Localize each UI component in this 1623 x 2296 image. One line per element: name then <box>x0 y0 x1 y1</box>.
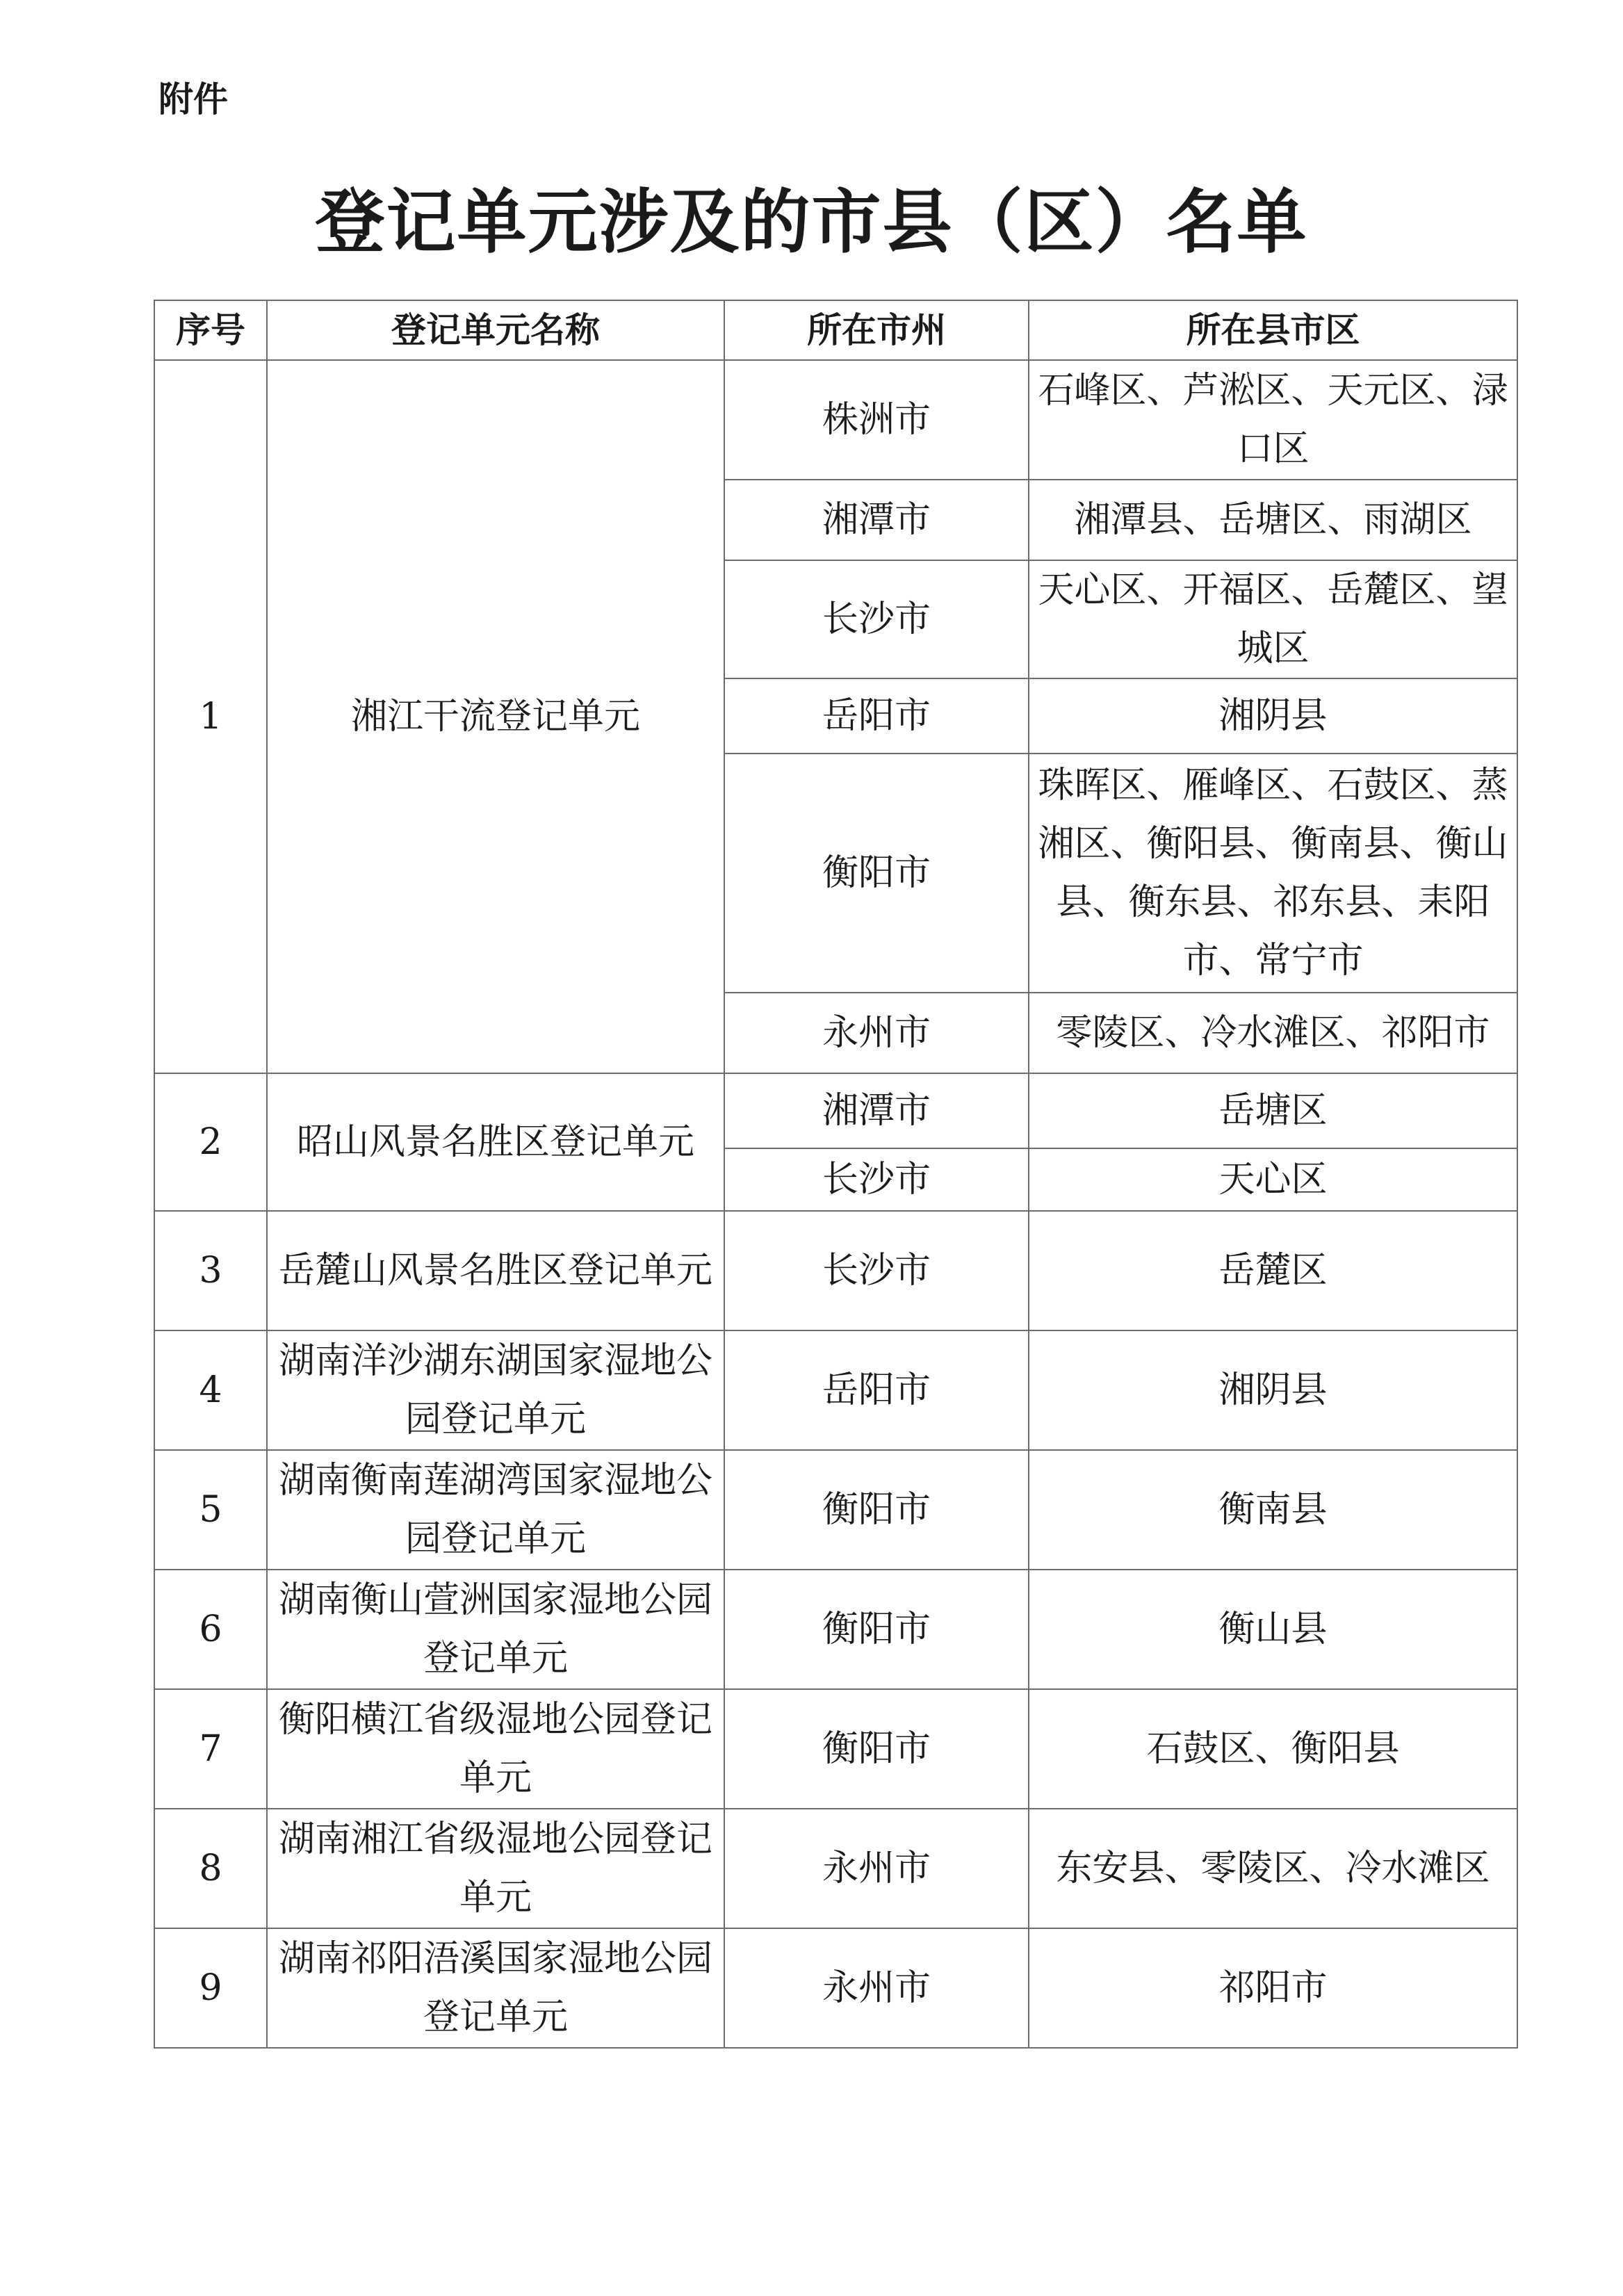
cell-no: 4 <box>154 1330 267 1450</box>
cell-districts: 岳麓区 <box>1029 1211 1517 1330</box>
table-row <box>154 1211 1517 1330</box>
cell-districts: 衡山县 <box>1029 1570 1517 1689</box>
cell-districts: 东安县、零陵区、冷水滩区 <box>1029 1809 1517 1928</box>
table-row <box>154 360 1517 480</box>
cell-districts: 岳塘区 <box>1029 1073 1517 1148</box>
cell-city: 永州市 <box>724 1809 1029 1928</box>
cell-city: 湘潭市 <box>724 1073 1029 1148</box>
table-row <box>154 1570 1517 1689</box>
cell-city: 湘潭市 <box>724 480 1029 560</box>
cell-districts: 湘潭县、岳塘区、雨湖区 <box>1029 480 1517 560</box>
cell-districts: 天心区 <box>1029 1148 1517 1211</box>
cell-districts: 天心区、开福区、岳麓区、望城区 <box>1029 560 1517 678</box>
cell-unit-name: 湖南湘江省级湿地公园登记单元 <box>267 1809 724 1928</box>
table-row <box>154 1928 1517 2048</box>
cell-city: 永州市 <box>724 1928 1029 2048</box>
table-row <box>154 1330 1517 1450</box>
registration-units-table <box>154 300 1518 2049</box>
cell-unit-name: 昭山风景名胜区登记单元 <box>267 1073 724 1211</box>
col-header-city: 所在市州 <box>724 300 1029 360</box>
cell-unit-name: 衡阳横江省级湿地公园登记单元 <box>267 1689 724 1809</box>
cell-unit-name: 湖南洋沙湖东湖国家湿地公园登记单元 <box>267 1330 724 1450</box>
cell-districts: 祁阳市 <box>1029 1928 1517 2048</box>
cell-unit-name: 湖南祁阳浯溪国家湿地公园登记单元 <box>267 1928 724 2048</box>
cell-city: 衡阳市 <box>724 1570 1029 1689</box>
cell-unit-name: 岳麓山风景名胜区登记单元 <box>267 1211 724 1330</box>
cell-districts: 珠晖区、雁峰区、石鼓区、蒸湘区、衡阳县、衡南县、衡山县、衡东县、祁东县、耒阳市、常宁市 <box>1029 754 1517 993</box>
cell-city: 长沙市 <box>724 1148 1029 1211</box>
cell-city: 岳阳市 <box>724 1330 1029 1450</box>
col-header-districts: 所在县市区 <box>1029 300 1517 360</box>
cell-city: 长沙市 <box>724 1211 1029 1330</box>
cell-districts: 衡南县 <box>1029 1450 1517 1570</box>
cell-unit-name: 湖南衡山萱洲国家湿地公园登记单元 <box>267 1570 724 1689</box>
table-row <box>154 1809 1517 1928</box>
col-header-no: 序号 <box>154 300 267 360</box>
cell-districts: 零陵区、冷水滩区、祁阳市 <box>1029 993 1517 1073</box>
cell-city: 长沙市 <box>724 560 1029 678</box>
cell-no: 3 <box>154 1211 267 1330</box>
cell-no: 2 <box>154 1073 267 1211</box>
table-row <box>154 1450 1517 1570</box>
cell-no: 9 <box>154 1928 267 2048</box>
cell-city: 株洲市 <box>724 360 1029 480</box>
cell-districts: 湘阴县 <box>1029 678 1517 754</box>
cell-no: 8 <box>154 1809 267 1928</box>
cell-districts: 石鼓区、衡阳县 <box>1029 1689 1517 1809</box>
col-header-unit-name: 登记单元名称 <box>267 300 724 360</box>
cell-no: 6 <box>154 1570 267 1689</box>
cell-no: 5 <box>154 1450 267 1570</box>
table-row <box>154 1689 1517 1809</box>
cell-city: 衡阳市 <box>724 1689 1029 1809</box>
cell-city: 衡阳市 <box>724 754 1029 993</box>
attachment-label: 附件 <box>158 79 228 120</box>
document-title: 登记单元涉及的市县（区）名单 <box>315 181 1308 263</box>
cell-city: 衡阳市 <box>724 1450 1029 1570</box>
cell-no: 7 <box>154 1689 267 1809</box>
cell-districts: 石峰区、芦淞区、天元区、渌口区 <box>1029 360 1517 480</box>
cell-districts: 湘阴县 <box>1029 1330 1517 1450</box>
cell-unit-name: 湖南衡南莲湖湾国家湿地公园登记单元 <box>267 1450 724 1570</box>
cell-city: 岳阳市 <box>724 678 1029 754</box>
cell-unit-name: 湘江干流登记单元 <box>267 360 724 1073</box>
table-header-row <box>154 300 1517 360</box>
table-row <box>154 1073 1517 1148</box>
cell-city: 永州市 <box>724 993 1029 1073</box>
cell-no: 1 <box>154 360 267 1073</box>
